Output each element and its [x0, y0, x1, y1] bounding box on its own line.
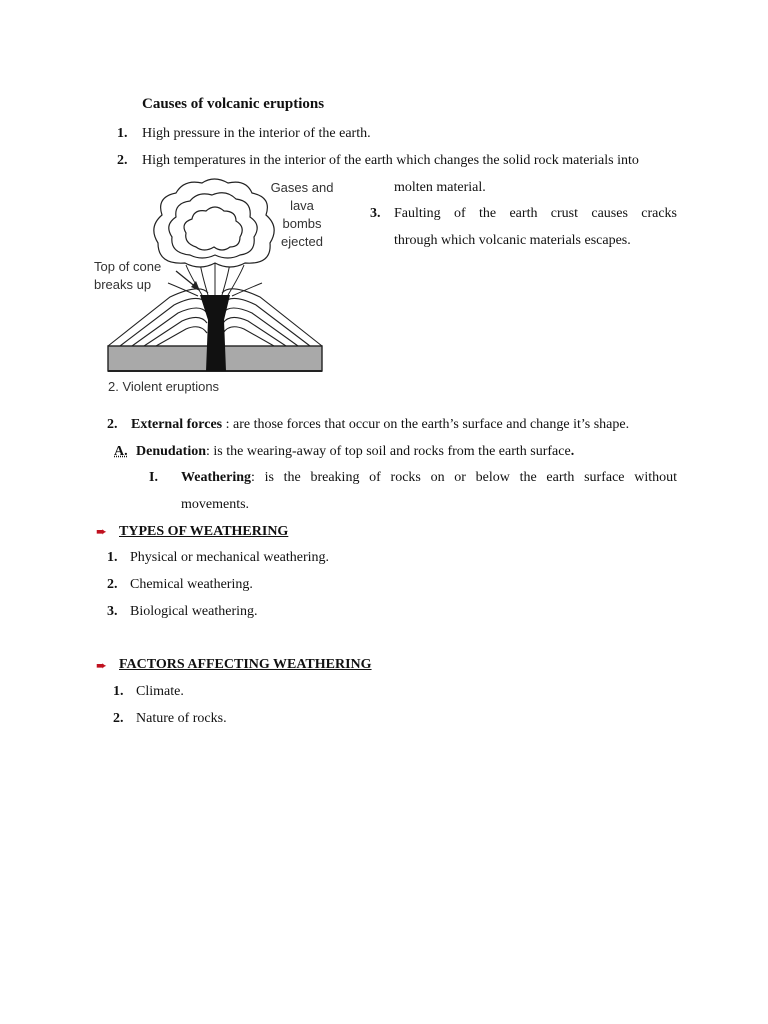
types-item-1-number: 1.	[107, 550, 118, 565]
external-forces-number: 2.	[107, 417, 118, 432]
denudation-letter: A.	[114, 444, 128, 459]
eruption-streams	[168, 261, 262, 296]
label-gases-line3: bombs	[282, 216, 322, 231]
label-top-cone-line1: Top of cone	[94, 259, 162, 274]
factors-item-1-text: Climate.	[136, 684, 184, 699]
types-item-2-text: Chemical weathering.	[130, 577, 253, 592]
cause-1-text: High pressure in the interior of the earth.	[142, 126, 371, 141]
external-forces-line	[131, 416, 629, 434]
arrow-icon: ➨	[96, 525, 107, 540]
factors-item-2-number: 2.	[113, 711, 124, 726]
denudation-period: .	[570, 444, 575, 459]
cause-3-continuation: through which volcanic materials escapes.	[394, 233, 631, 248]
factors-item-2-text: Nature of rocks.	[136, 711, 227, 726]
eruption-cloud	[154, 179, 274, 267]
weathering-number: I.	[149, 470, 158, 485]
label-gases-line2: lava	[290, 198, 314, 213]
factors-item-1-number: 1.	[113, 684, 124, 699]
diagram-caption: 2. Violent eruptions	[108, 379, 220, 394]
weathering-continuation: movements.	[181, 497, 250, 512]
weathering-term: Weathering	[181, 470, 251, 485]
weathering-definition: : is the breaking of rocks on or below the earth surface without	[251, 470, 677, 485]
denudation-line	[136, 443, 574, 461]
label-gases-line4: ejected	[281, 234, 323, 249]
types-item-3-number: 3.	[107, 604, 118, 619]
types-item-3-text: Biological weathering.	[130, 604, 258, 619]
factors-heading: FACTORS AFFECTING WEATHERING	[119, 657, 372, 672]
denudation-definition: : is the wearing-away of top soil and rocks from the earth surface	[206, 444, 571, 459]
cause-3-number: 3.	[370, 206, 381, 221]
volcano-diagram	[90, 175, 340, 400]
cause-1-number: 1.	[117, 126, 128, 141]
denudation-term: Denudation	[136, 444, 207, 459]
types-item-2-number: 2.	[107, 577, 118, 592]
cause-2-number: 2.	[117, 153, 128, 168]
external-forces-term: External forces	[131, 417, 223, 432]
types-item-1-text: Physical or mechanical weathering.	[130, 550, 330, 565]
external-forces-definition: : are those forces that occur on the earth’s surface and change it’s shape.	[222, 417, 630, 432]
page-title: Causes of volcanic eruptions	[142, 96, 325, 112]
cause-2-text: High temperatures in the interior of the earth which changes the solid rock materials into	[142, 153, 639, 168]
types-heading: TYPES OF WEATHERING	[119, 524, 289, 539]
cause-2-continuation: molten material.	[394, 180, 486, 195]
weathering-line	[181, 469, 677, 487]
cause-3-text: Faulting of the earth crust causes cracks	[394, 206, 677, 221]
label-gases-line1: Gases and	[270, 180, 334, 195]
arrow-icon: ➨	[96, 659, 107, 674]
label-top-cone-line2: breaks up	[94, 277, 152, 292]
